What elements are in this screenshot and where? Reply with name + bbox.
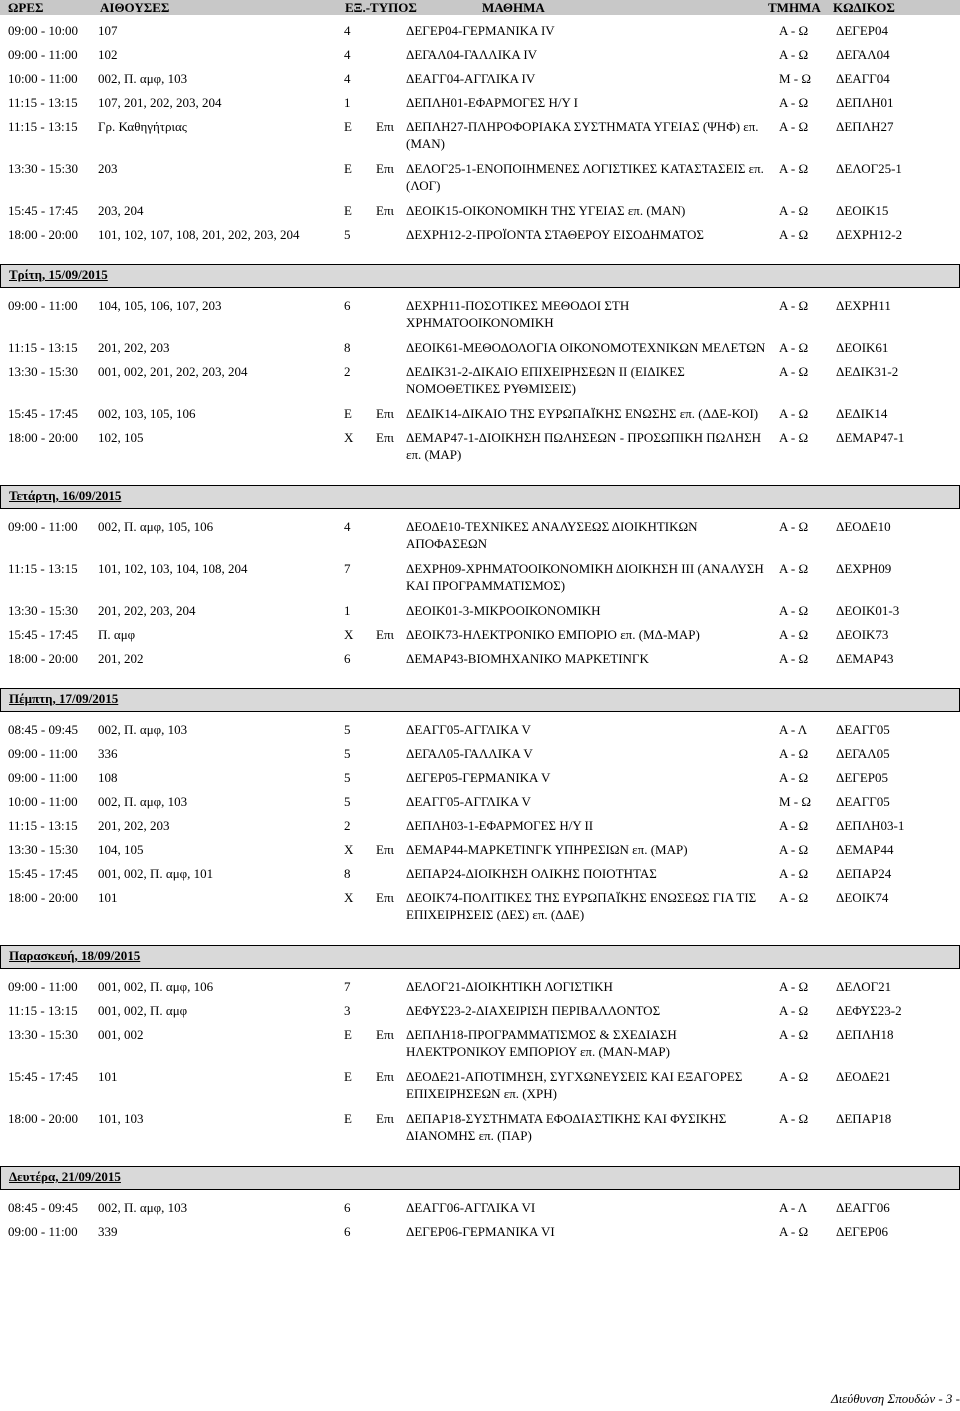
cell-rooms: 101 (98, 890, 118, 905)
cell-code: ΔΕΦΥΣ23-2 (836, 1003, 902, 1018)
cell-type: Επι (376, 430, 395, 445)
cell-code: ΔΕΟΙΚ74 (836, 890, 889, 905)
cell-dept: Μ - Ω (779, 794, 812, 809)
cell-time: 11:15 - 13:15 (8, 95, 78, 110)
cell-rooms: 203 (98, 161, 118, 176)
cell-rooms: 104, 105 (98, 842, 144, 857)
cell-sem: 6 (344, 1224, 351, 1239)
cell-rooms: 201, 202, 203 (98, 818, 170, 833)
cell-sem: Ε (344, 203, 352, 218)
cell-course: ΔΕΑΓΓ05-ΑΓΓΛΙΚΑ V (406, 794, 531, 809)
cell-code: ΔΕΓΕΡ05 (836, 770, 888, 785)
cell-rooms: 002, Π. αμφ, 103 (98, 722, 188, 737)
cell-type: Επι (376, 1069, 395, 1084)
day-header (0, 1166, 960, 1190)
cell-sem: Ε (344, 1069, 352, 1084)
cell-course: ΔΕΔΙΚ31-2-ΔΙΚΑΙΟ ΕΠΙΧΕΙΡΗΣΕΩΝ ΙΙ (ΕΙΔΙΚΕΣ ΝΟΜΟΘΕΤΙΚΕΣ ΡΥΘΜΙΣΕΙΣ) (406, 364, 685, 396)
cell-sem: 5 (344, 746, 351, 761)
cell-code: ΔΕΧΡΗ09 (836, 561, 892, 576)
page-footer: Διεύθυνση Σπουδών - 3 - (830, 1391, 960, 1406)
cell-sem: 6 (344, 1200, 351, 1215)
cell-time: 15:45 - 17:45 (8, 627, 79, 642)
cell-course: ΔΕΦΥΣ23-2-ΔΙΑΧΕΙΡΙΣΗ ΠΕΡΙΒΑΛΛΟΝΤΟΣ (406, 1003, 661, 1018)
cell-sem: 5 (344, 794, 351, 809)
cell-rooms: 104, 105, 106, 107, 203 (98, 298, 222, 313)
day-title: Τετάρτη, 16/09/2015 (9, 488, 122, 503)
cell-dept: Α - Ω (779, 1069, 809, 1084)
cell-course: ΔΕΜΑΡ43-ΒΙΟΜΗΧΑΝΙΚΟ ΜΑΡΚΕΤΙΝΓΚ (406, 651, 649, 666)
cell-dept: Α - Λ (779, 1200, 808, 1215)
cell-dept: Α - Ω (779, 561, 809, 576)
cell-sem: 4 (344, 519, 351, 534)
header-course: ΜΑΘΗΜΑ (482, 0, 545, 15)
cell-time: 18:00 - 20:00 (8, 651, 79, 666)
cell-time: 11:15 - 13:15 (8, 340, 78, 355)
cell-rooms: 101 (98, 1069, 118, 1084)
cell-time: 08:45 - 09:45 (8, 1200, 79, 1215)
cell-course: ΔΕΠΛΗ03-1-ΕΦΑΡΜΟΓΕΣ Η/Υ ΙΙ (406, 818, 594, 833)
cell-dept: Α - Ω (779, 1111, 809, 1126)
cell-dept: Α - Ω (779, 627, 809, 642)
cell-sem: Χ (344, 430, 354, 445)
cell-course: ΔΕΠΛΗ01-ΕΦΑΡΜΟΓΕΣ Η/Υ Ι (406, 95, 578, 110)
cell-dept: Α - Ω (779, 1027, 809, 1042)
cell-rooms: 102, 105 (98, 430, 144, 445)
cell-type: Επι (376, 842, 395, 857)
cell-course: ΔΕΠΛΗ18-ΠΡΟΓΡΑΜΜΑΤΙΣΜΟΣ & ΣΧΕΔΙΑΣΗ ΗΛΕΚΤΡΟΝΙΚΟΥ ΕΜΠΟΡΙΟΥ επ. (ΜΑΝ-ΜΑΡ) (406, 1027, 677, 1059)
cell-rooms: 102 (98, 47, 118, 62)
cell-rooms: 107 (98, 23, 118, 38)
cell-sem: Ε (344, 1027, 352, 1042)
cell-rooms: 001, 002, 201, 202, 203, 204 (98, 364, 248, 379)
cell-dept: Α - Ω (779, 842, 809, 857)
cell-rooms: 336 (98, 746, 118, 761)
cell-rooms: 002, Π. αμφ, 103 (98, 794, 188, 809)
cell-sem: 6 (344, 298, 351, 313)
cell-rooms: 201, 202 (98, 651, 144, 666)
cell-rooms: 203, 204 (98, 203, 144, 218)
cell-dept: Α - Ω (779, 161, 809, 176)
cell-code: ΔΕΟΔΕ21 (836, 1069, 891, 1084)
cell-course: ΔΕΠΛΗ27-ΠΛΗΡΟΦΟΡΙΑΚΑ ΣΥΣΤΗΜΑΤΑ ΥΓΕΙΑΣ (ΨΗΦ) επ. (ΜΑΝ) (406, 119, 759, 151)
cell-course: ΔΕΑΓΓ05-ΑΓΓΛΙΚΑ V (406, 722, 531, 737)
cell-dept: Α - Ω (779, 1003, 809, 1018)
cell-type: Επι (376, 119, 395, 134)
cell-course: ΔΕΛΟΓ25-1-ΕΝΟΠΟΙΗΜΕΝΕΣ ΛΟΓΙΣΤΙΚΕΣ ΚΑΤΑΣΤΑΣΕΙΣ επ. (ΛΟΓ) (406, 161, 764, 193)
cell-course: ΔΕΑΓΓ06-ΑΓΓΛΙΚΑ VI (406, 1200, 536, 1215)
cell-dept: Α - Ω (779, 340, 809, 355)
cell-dept: Α - Ω (779, 979, 809, 994)
cell-course: ΔΕΛΟΓ21-ΔΙΟΙΚΗΤΙΚΗ ΛΟΓΙΣΤΙΚΗ (406, 979, 613, 994)
cell-dept: Α - Ω (779, 203, 809, 218)
cell-time: 09:00 - 11:00 (8, 979, 78, 994)
cell-course: ΔΕΟΙΚ74-ΠΟΛΙΤΙΚΕΣ ΤΗΣ ΕΥΡΩΠΑΪΚΗΣ ΕΝΩΣΕΩΣ ΓΙΑ ΤΙΣ ΕΠΙΧΕΙΡΗΣΕΙΣ (ΔΕΣ) επ. (ΔΔΕ) (406, 890, 757, 922)
cell-dept: Μ - Ω (779, 71, 812, 86)
cell-course: ΔΕΧΡΗ11-ΠΟΣΟΤΙΚΕΣ ΜΕΘΟΔΟΙ ΣΤΗ ΧΡΗΜΑΤΟΟΙΚΟΝΟΜΙΚΗ (406, 298, 630, 330)
cell-course: ΔΕΟΙΚ61-ΜΕΘΟΔΟΛΟΓΙΑ ΟΙΚΟΝΟΜΟΤΕΧΝΙΚΩΝ ΜΕΛΕΤΩΝ (406, 340, 766, 355)
cell-sem: 3 (344, 1003, 351, 1018)
cell-type: Επι (376, 1111, 395, 1126)
cell-code: ΔΕΧΡΗ11 (836, 298, 891, 313)
cell-sem: 5 (344, 770, 351, 785)
cell-course: ΔΕΟΔΕ21-ΑΠΟΤΙΜΗΣΗ, ΣΥΓΧΩΝΕΥΣΕΙΣ ΚΑΙ ΕΞΑΓΟΡΕΣ ΕΠΙΧΕΙΡΗΣΕΩΝ επ. (ΧΡΗ) (406, 1069, 743, 1101)
cell-rooms: 002, Π. αμφ, 103 (98, 1200, 188, 1215)
cell-code: ΔΕΜΑΡ43 (836, 651, 894, 666)
cell-code: ΔΕΜΑΡ47-1 (836, 430, 905, 445)
cell-sem: 8 (344, 340, 351, 355)
cell-code: ΔΕΛΟΓ25-1 (836, 161, 902, 176)
cell-dept: Α - Ω (779, 298, 809, 313)
cell-dept: Α - Ω (779, 519, 809, 534)
cell-time: 18:00 - 20:00 (8, 430, 79, 445)
cell-time: 15:45 - 17:45 (8, 203, 79, 218)
cell-rooms: 101, 102, 107, 108, 201, 202, 203, 204 (98, 227, 300, 242)
cell-rooms: 001, 002, Π. αμφ (98, 1003, 188, 1018)
cell-code: ΔΕΔΙΚ14 (836, 406, 888, 421)
cell-code: ΔΕΠΑΡ24 (836, 866, 892, 881)
cell-dept: Α - Ω (779, 866, 809, 881)
cell-course: ΔΕΧΡΗ12-2-ΠΡΟΪΟΝΤΑ ΣΤΑΘΕΡΟΥ ΕΙΣΟΔΗΜΑΤΟΣ (406, 227, 705, 242)
cell-sem: 4 (344, 47, 351, 62)
cell-sem: 2 (344, 818, 351, 833)
cell-time: 09:00 - 10:00 (8, 23, 79, 38)
cell-type: Επι (376, 161, 395, 176)
cell-code: ΔΕΓΕΡ04 (836, 23, 888, 38)
cell-dept: Α - Ω (779, 746, 809, 761)
cell-course: ΔΕΑΓΓ04-ΑΓΓΛΙΚΑ IV (406, 71, 536, 86)
cell-dept: Α - Ω (779, 227, 809, 242)
cell-sem: 4 (344, 23, 351, 38)
cell-time: 10:00 - 11:00 (8, 794, 78, 809)
cell-code: ΔΕΛΟΓ21 (836, 979, 892, 994)
cell-rooms: 002, Π. αμφ, 103 (98, 71, 188, 86)
cell-code: ΔΕΟΙΚ01-3 (836, 603, 900, 618)
cell-rooms: 001, 002, Π. αμφ, 106 (98, 979, 214, 994)
cell-code: ΔΕΓΑΛ04 (836, 47, 890, 62)
cell-dept: Α - Ω (779, 1224, 809, 1239)
cell-type: Επι (376, 406, 395, 421)
cell-rooms: 201, 202, 203, 204 (98, 603, 196, 618)
cell-sem: Χ (344, 890, 354, 905)
cell-code: ΔΕΑΓΓ06 (836, 1200, 890, 1215)
cell-code: ΔΕΔΙΚ31-2 (836, 364, 899, 379)
cell-course: ΔΕΓΑΛ05-ΓΑΛΛΙΚΑ V (406, 746, 533, 761)
cell-dept: Α - Ω (779, 47, 809, 62)
cell-rooms: 339 (98, 1224, 118, 1239)
cell-course: ΔΕΓΕΡ04-ΓΕΡΜΑΝΙΚΑ IV (406, 23, 555, 38)
cell-code: ΔΕΠΛΗ18 (836, 1027, 894, 1042)
cell-type: Επι (376, 890, 395, 905)
cell-dept: Α - Λ (779, 722, 808, 737)
cell-dept: Α - Ω (779, 23, 809, 38)
cell-time: 09:00 - 11:00 (8, 519, 78, 534)
cell-code: ΔΕΠΛΗ03-1 (836, 818, 905, 833)
cell-time: 15:45 - 17:45 (8, 406, 79, 421)
cell-course: ΔΕΓΕΡ06-ΓΕΡΜΑΝΙΚΑ VI (406, 1224, 555, 1239)
day-title: Παρασκευή, 18/09/2015 (9, 948, 141, 963)
cell-type: Επι (376, 1027, 395, 1042)
cell-time: 09:00 - 11:00 (8, 746, 78, 761)
cell-course: ΔΕΟΔΕ10-ΤΕΧΝΙΚΕΣ ΑΝΑΛΥΣΕΩΣ ΔΙΟΙΚΗΤΙΚΩΝ ΑΠΟΦΑΣΕΩΝ (406, 519, 698, 551)
cell-time: 10:00 - 11:00 (8, 71, 78, 86)
cell-sem: 5 (344, 722, 351, 737)
cell-time: 09:00 - 11:00 (8, 770, 78, 785)
cell-code: ΔΕΠΑΡ18 (836, 1111, 892, 1126)
cell-time: 18:00 - 20:00 (8, 890, 79, 905)
cell-time: 13:30 - 15:30 (8, 842, 79, 857)
cell-code: ΔΕΑΓΓ04 (836, 71, 890, 86)
cell-course: ΔΕΓΕΡ05-ΓΕΡΜΑΝΙΚΑ V (406, 770, 551, 785)
cell-time: 13:30 - 15:30 (8, 1027, 79, 1042)
day-header (0, 688, 960, 712)
cell-time: 18:00 - 20:00 (8, 227, 79, 242)
cell-code: ΔΕΓΕΡ06 (836, 1224, 888, 1239)
cell-dept: Α - Ω (779, 406, 809, 421)
cell-course: ΔΕΧΡΗ09-ΧΡΗΜΑΤΟΟΙΚΟΝΟΜΙΚΗ ΔΙΟΙΚΗΣΗ ΙΙΙ (ΑΝΑΛΥΣΗ ΚΑΙ ΠΡΟΓΡΑΜΜΑΤΙΣΜΟΣ) (406, 561, 764, 593)
cell-sem: Ε (344, 1111, 352, 1126)
cell-code: ΔΕΓΑΛ05 (836, 746, 890, 761)
cell-code: ΔΕΠΛΗ01 (836, 95, 894, 110)
cell-rooms: Π. αμφ (98, 627, 136, 642)
header-exam-type: ΕΞ.-ΤΥΠΟΣ (345, 0, 417, 15)
cell-code: ΔΕΟΔΕ10 (836, 519, 891, 534)
cell-code: ΔΕΧΡΗ12-2 (836, 227, 903, 242)
cell-code: ΔΕΜΑΡ44 (836, 842, 894, 857)
day-header (0, 485, 960, 509)
cell-type: Επι (376, 203, 395, 218)
header-time: ΩΡΕΣ (8, 0, 44, 15)
cell-rooms: 101, 103 (98, 1111, 144, 1126)
cell-code: ΔΕΑΓΓ05 (836, 794, 890, 809)
cell-time: 09:00 - 11:00 (8, 1224, 78, 1239)
cell-time: 09:00 - 11:00 (8, 298, 78, 313)
cell-rooms: 002, 103, 105, 106 (98, 406, 196, 421)
cell-dept: Α - Ω (779, 95, 809, 110)
cell-sem: 7 (344, 561, 351, 576)
cell-time: 11:15 - 13:15 (8, 561, 78, 576)
cell-time: 11:15 - 13:15 (8, 818, 78, 833)
cell-dept: Α - Ω (779, 119, 809, 134)
cell-time: 13:30 - 15:30 (8, 161, 79, 176)
day-title: Πέμπτη, 17/09/2015 (9, 691, 119, 706)
cell-sem: 2 (344, 364, 351, 379)
cell-time: 11:15 - 13:15 (8, 1003, 78, 1018)
cell-sem: 1 (344, 95, 351, 110)
cell-course: ΔΕΜΑΡ44-ΜΑΡΚΕΤΙΝΓΚ ΥΠΗΡΕΣΙΩΝ επ. (ΜΑΡ) (406, 842, 688, 857)
cell-sem: Ε (344, 161, 352, 176)
cell-dept: Α - Ω (779, 651, 809, 666)
cell-course: ΔΕΠΑΡ18-ΣΥΣΤΗΜΑΤΑ ΕΦΟΔΙΑΣΤΙΚΗΣ ΚΑΙ ΦΥΣΙΚΗΣ ΔΙΑΝΟΜΗΣ επ. (ΠΑΡ) (406, 1111, 727, 1143)
day-title: Δευτέρα, 21/09/2015 (9, 1169, 121, 1184)
cell-dept: Α - Ω (779, 430, 809, 445)
cell-course: ΔΕΟΙΚ73-ΗΛΕΚΤΡΟΝΙΚΟ ΕΜΠΟΡΙΟ επ. (ΜΔ-ΜΑΡ) (406, 627, 700, 642)
cell-rooms: 107, 201, 202, 203, 204 (98, 95, 222, 110)
cell-code: ΔΕΟΙΚ15 (836, 203, 889, 218)
cell-rooms: 201, 202, 203 (98, 340, 170, 355)
cell-dept: Α - Ω (779, 364, 809, 379)
cell-dept: Α - Ω (779, 770, 809, 785)
cell-time: 13:30 - 15:30 (8, 603, 79, 618)
cell-code: ΔΕΠΛΗ27 (836, 119, 894, 134)
cell-time: 11:15 - 13:15 (8, 119, 78, 134)
cell-dept: Α - Ω (779, 603, 809, 618)
cell-sem: Χ (344, 842, 354, 857)
cell-time: 15:45 - 17:45 (8, 866, 79, 881)
cell-sem: Ε (344, 406, 352, 421)
cell-sem: 5 (344, 227, 351, 242)
cell-code: ΔΕΟΙΚ61 (836, 340, 889, 355)
cell-course: ΔΕΜΑΡ47-1-ΔΙΟΙΚΗΣΗ ΠΩΛΗΣΕΩΝ - ΠΡΟΣΩΠΙΚΗ ΠΩΛΗΣΗ επ. (ΜΑΡ) (406, 430, 762, 462)
cell-course: ΔΕΟΙΚ01-3-ΜΙΚΡΟΟΙΚΟΝΟΜΙΚΗ (406, 603, 601, 618)
cell-sem: Ε (344, 119, 352, 134)
cell-rooms: 108 (98, 770, 118, 785)
cell-sem: 4 (344, 71, 351, 86)
cell-rooms: 001, 002, Π. αμφ, 101 (98, 866, 214, 881)
header-dept: ΤΜΗΜΑ (768, 0, 821, 15)
cell-sem: Χ (344, 627, 354, 642)
cell-time: 15:45 - 17:45 (8, 1069, 79, 1084)
cell-dept: Α - Ω (779, 818, 809, 833)
cell-sem: 6 (344, 651, 351, 666)
cell-dept: Α - Ω (779, 890, 809, 905)
day-header (0, 945, 960, 969)
cell-time: 13:30 - 15:30 (8, 364, 79, 379)
cell-sem: 1 (344, 603, 351, 618)
cell-time: 09:00 - 11:00 (8, 47, 78, 62)
cell-code: ΔΕΟΙΚ73 (836, 627, 889, 642)
cell-course: ΔΕΠΑΡ24-ΔΙΟΙΚΗΣΗ ΟΛΙΚΗΣ ΠΟΙΟΤΗΤΑΣ (406, 866, 657, 881)
header-rooms: ΑΙΘΟΥΣΕΣ (100, 0, 170, 15)
cell-time: 08:45 - 09:45 (8, 722, 79, 737)
cell-course: ΔΕΔΙΚ14-ΔΙΚΑΙΟ ΤΗΣ ΕΥΡΩΠΑΪΚΗΣ ΕΝΩΣΗΣ επ. (ΔΔΕ-ΚΟΙ) (406, 406, 759, 421)
cell-sem: 7 (344, 979, 351, 994)
cell-rooms: Γρ. Καθηγήτριας (98, 119, 187, 134)
cell-time: 18:00 - 20:00 (8, 1111, 79, 1126)
cell-course: ΔΕΓΑΛ04-ΓΑΛΛΙΚΑ IV (406, 47, 538, 62)
cell-rooms: 101, 102, 103, 104, 108, 204 (98, 561, 248, 576)
table-header (0, 0, 960, 15)
cell-type: Επι (376, 627, 395, 642)
cell-code: ΔΕΑΓΓ05 (836, 722, 890, 737)
day-header (0, 264, 960, 288)
cell-rooms: 001, 002 (98, 1027, 144, 1042)
cell-rooms: 002, Π. αμφ, 105, 106 (98, 519, 214, 534)
cell-course: ΔΕΟΙΚ15-ΟΙΚΟΝΟΜΙΚΗ ΤΗΣ ΥΓΕΙΑΣ επ. (ΜΑΝ) (406, 203, 686, 218)
header-code: ΚΩΔΙΚΟΣ (833, 0, 895, 15)
day-title: Τρίτη, 15/09/2015 (9, 267, 108, 282)
cell-sem: 8 (344, 866, 351, 881)
